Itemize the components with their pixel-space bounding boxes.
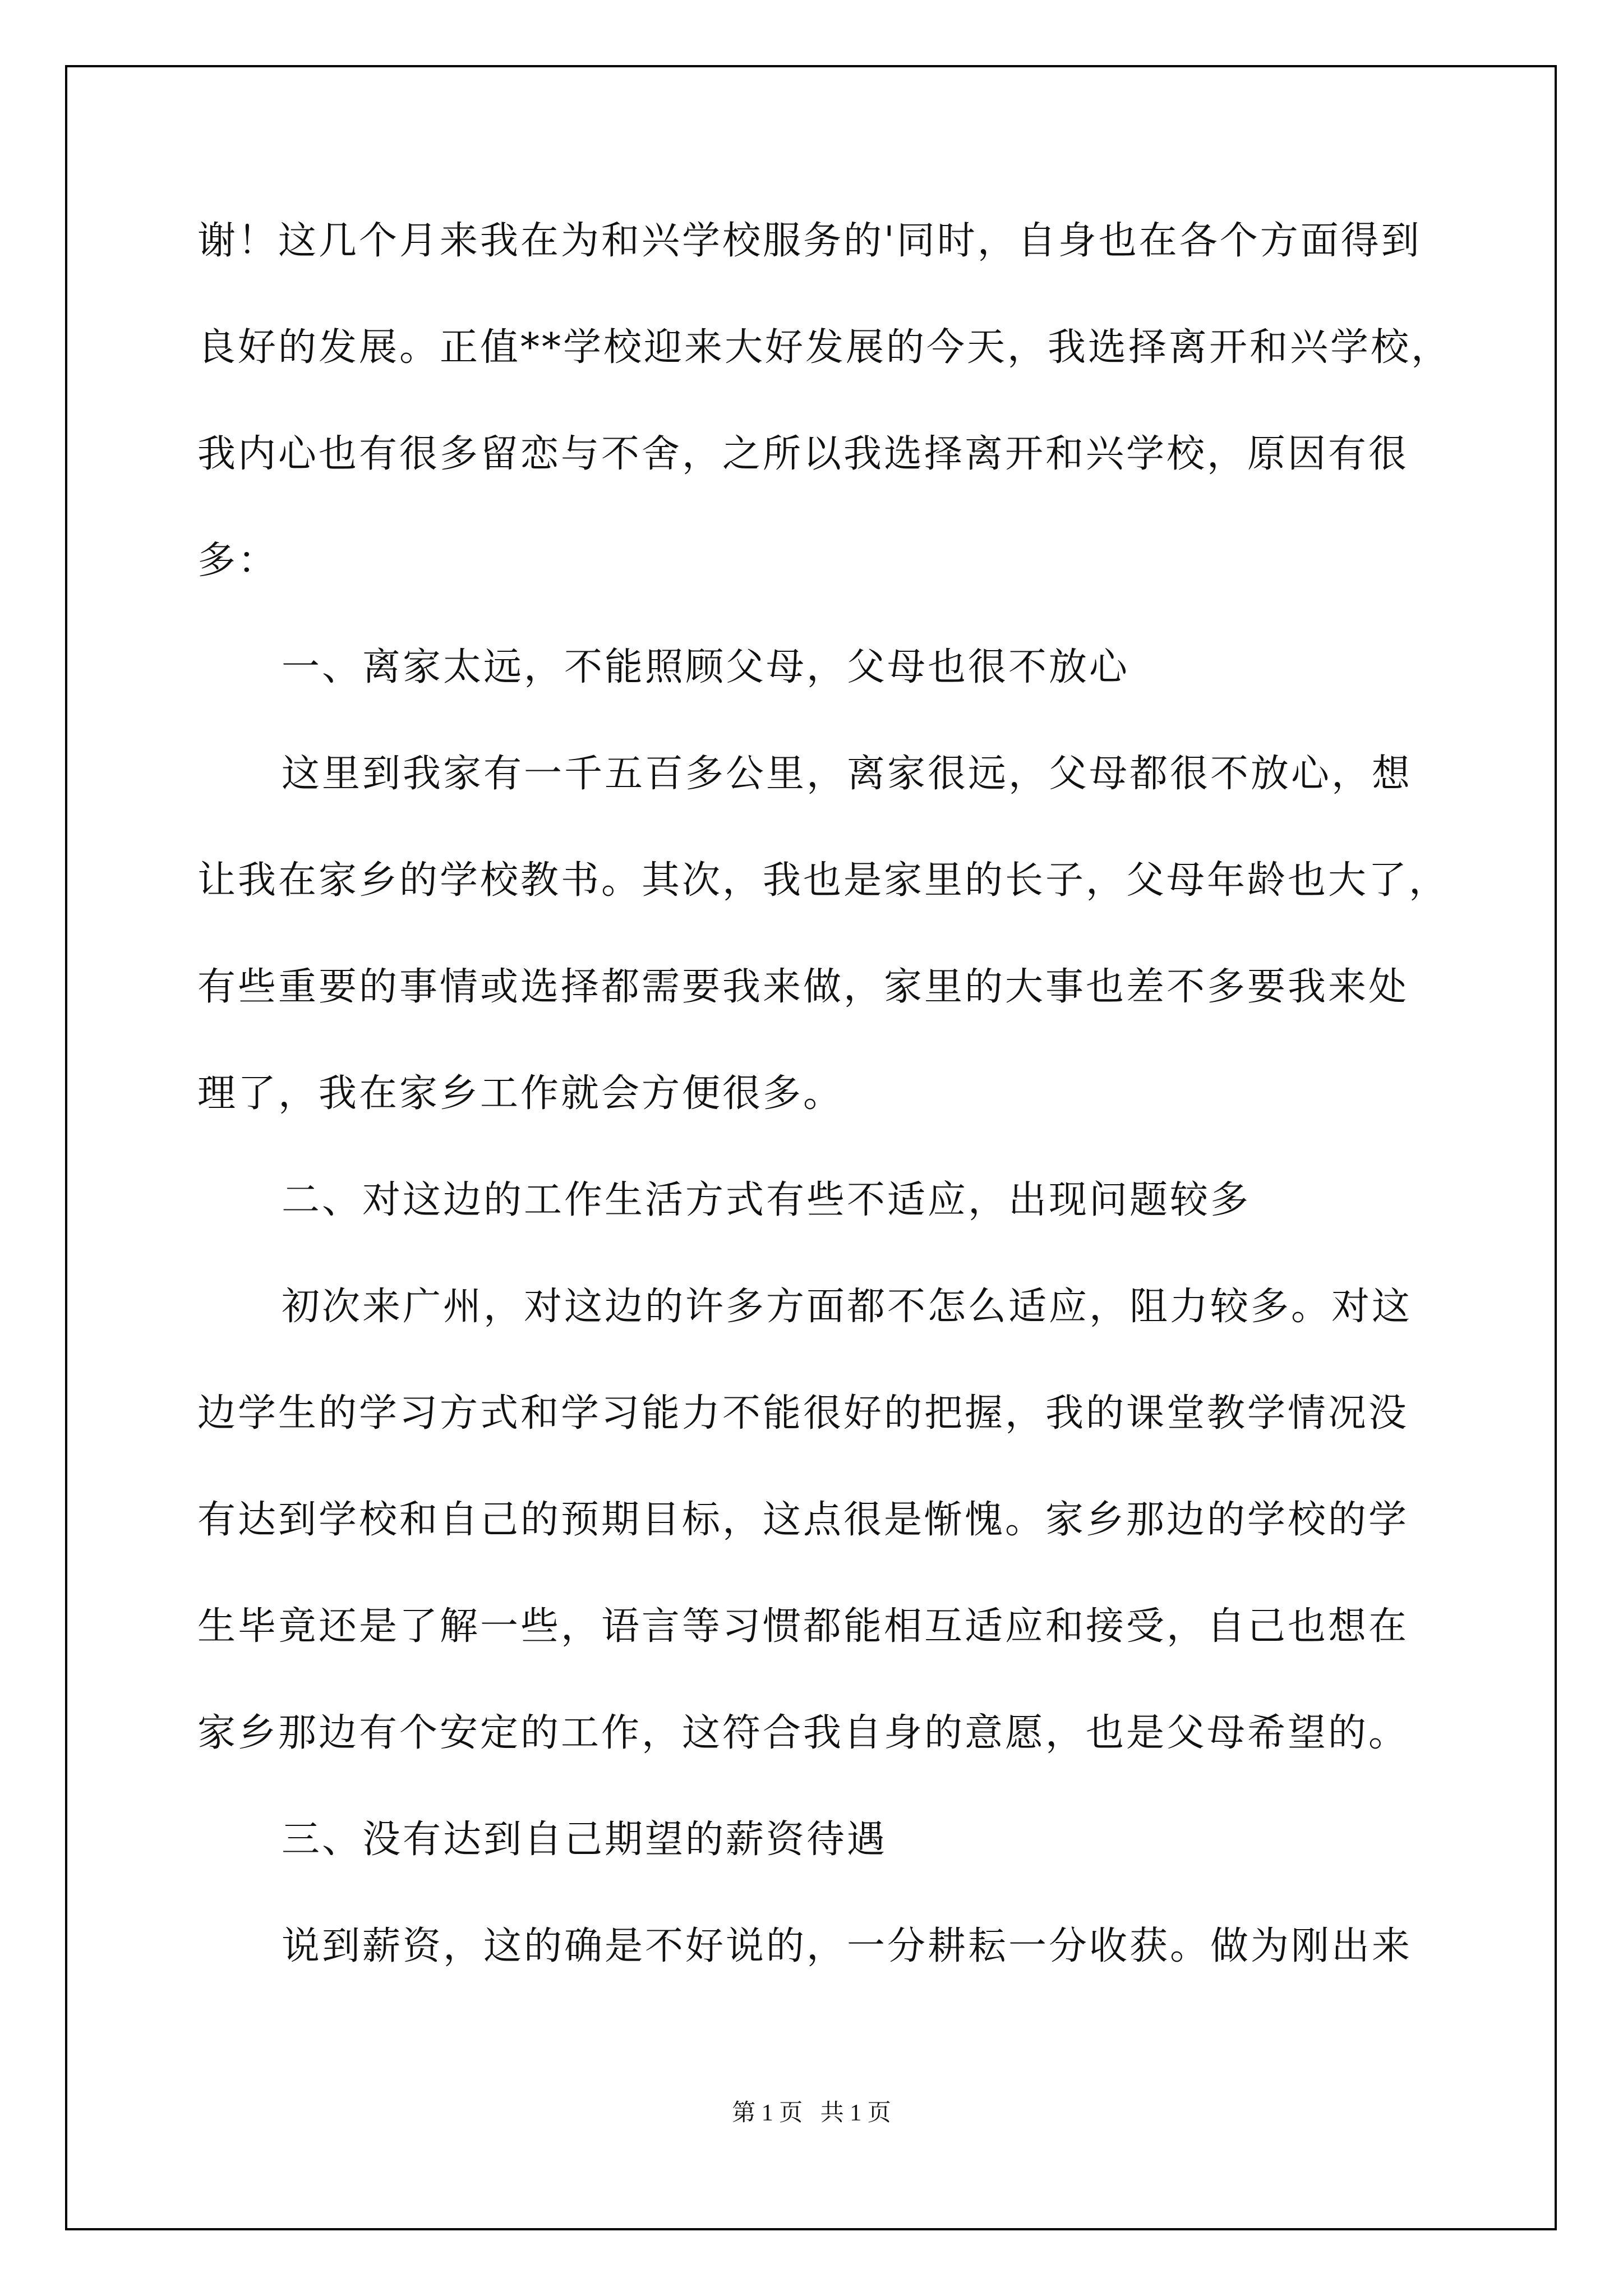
text-line: 有达到学校和自己的预期目标，这点很是惭愧。家乡那边的学校的学 [197, 1498, 1409, 1542]
text-line: 我内心也有很多留恋与不舍，之所以我选择离开和兴学校，原因有很 [197, 432, 1409, 476]
text-line: 生毕竟还是了解一些，语言等习惯都能相互适应和接受，自己也想在 [197, 1604, 1409, 1649]
text-line: 初次来广州，对这边的许多方面都不怎么适应，阻力较多。对这 [282, 1285, 1413, 1329]
text-line: 多： [197, 539, 279, 583]
text-line: 这里到我家有一千五百多公里，离家很远，父母都很不放心，想 [282, 752, 1413, 796]
text-line: 让我在家乡的学校教书。其次，我也是家里的长子，父母年龄也大了， [197, 858, 1450, 903]
page-number-footer: 第 1 页 共 1 页 [732, 2100, 891, 2126]
section-heading: 二、对这边的工作生活方式有些不适应，出现问题较多 [282, 1178, 1251, 1222]
text-line: 家乡那边有个安定的工作，这符合我自身的意愿，也是父母希望的。 [197, 1711, 1409, 1755]
text-line: 说到薪资，这的确是不好说的，一分耕耘一分收获。做为刚出来 [282, 1924, 1413, 1968]
text-line: 良好的发展。正值**学校迎来大好发展的今天，我选择离开和兴学校， [197, 325, 1452, 370]
section-heading: 三、没有达到自己期望的薪资待遇 [282, 1818, 888, 1862]
text-line: 谢！这几个月来我在为和兴学校服务的'同时，自身也在各个方面得到 [197, 219, 1422, 263]
page-border [65, 65, 1557, 2230]
text-line: 有些重要的事情或选择都需要我来做，家里的大事也差不多要我来处 [197, 965, 1409, 1009]
text-line: 边学生的学习方式和学习能力不能很好的把握，我的课堂教学情况没 [197, 1391, 1409, 1435]
text-line: 理了，我在家乡工作就会方便很多。 [197, 1071, 844, 1116]
section-heading: 一、离家太远，不能照顾父母，父母也很不放心 [282, 645, 1130, 689]
